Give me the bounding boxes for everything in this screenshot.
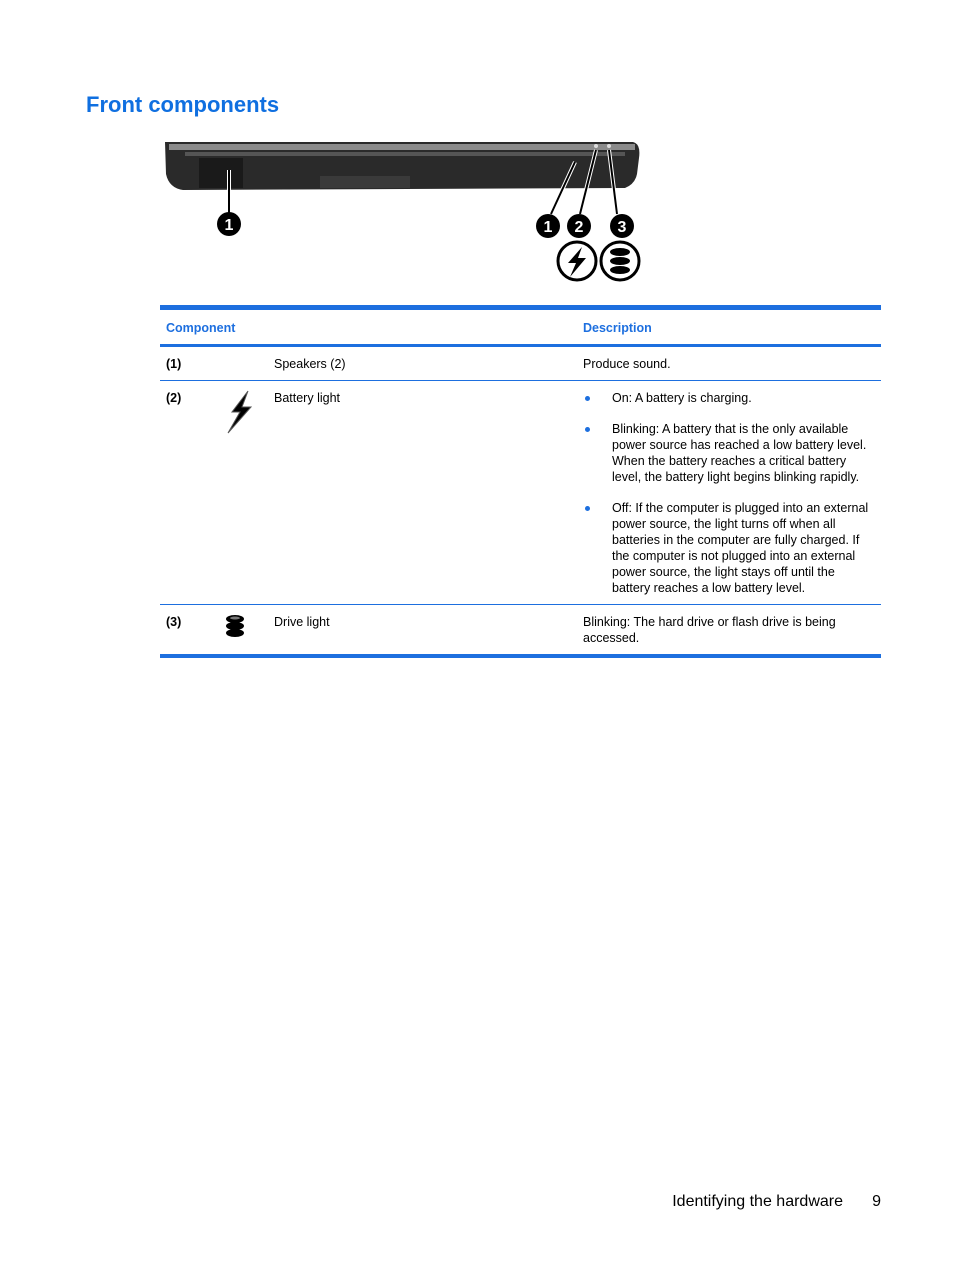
drive-indicator	[607, 144, 611, 148]
component-description: Blinking: The hard drive or flash drive is being accessed.	[577, 605, 881, 657]
laptop-foot	[320, 176, 410, 188]
battery-light-icon	[558, 242, 596, 280]
component-icon-cell	[214, 381, 268, 605]
component-name: Speakers (2)	[268, 346, 577, 381]
description-bullet-list	[583, 390, 875, 596]
component-name: Battery light	[268, 381, 577, 605]
table-row	[160, 381, 881, 605]
drive-light-icon	[601, 242, 639, 280]
battery-indicator	[594, 144, 598, 148]
drive-stack-icon	[224, 614, 246, 638]
component-number: (1)	[160, 346, 214, 381]
list-item: Blinking: A battery that is the only available power source has reached a low battery level. When the battery reaches a critical battery level, the battery light begins blinking rapidly.	[583, 421, 875, 485]
footer-page-number: 9	[872, 1193, 881, 1210]
components-table	[160, 305, 881, 658]
laptop-front-illustration	[155, 130, 655, 290]
list-item: Off: If the computer is plugged into an external power source, the light turns off when all batteries in the computer are fully charged. If the computer is not plugged into an external power source, the light stays off until the battery reaches a low battery level.	[583, 500, 875, 596]
component-icon-cell	[214, 346, 268, 381]
speaker-grille	[199, 158, 243, 188]
header-component: Component	[160, 308, 577, 346]
table-row	[160, 346, 881, 381]
callout-2	[567, 214, 591, 238]
page-title: Front components	[86, 92, 280, 117]
svg-text:1: 1	[224, 217, 234, 234]
laptop-front-svg	[155, 130, 655, 290]
component-number: (3)	[160, 605, 214, 657]
lightning-bolt-icon	[224, 390, 254, 434]
callout-3	[610, 214, 634, 238]
component-name: Drive light	[268, 605, 577, 657]
laptop-seam	[185, 152, 625, 156]
component-description: Produce sound.	[577, 346, 881, 381]
callout-1	[536, 214, 560, 238]
table-row	[160, 605, 881, 657]
svg-text:2: 2	[574, 219, 584, 236]
callout-1-speakers	[217, 212, 241, 236]
footer-section-title: Identifying the hardware	[672, 1193, 843, 1210]
svg-text:3: 3	[617, 219, 627, 236]
list-item: On: A battery is charging.	[583, 390, 875, 406]
component-description	[577, 381, 881, 605]
laptop-top-highlight	[169, 144, 635, 150]
header-description: Description	[577, 308, 881, 346]
component-number: (2)	[160, 381, 214, 605]
svg-text:1: 1	[543, 219, 553, 236]
component-icon-cell	[214, 605, 268, 657]
table-header-row	[160, 308, 881, 346]
